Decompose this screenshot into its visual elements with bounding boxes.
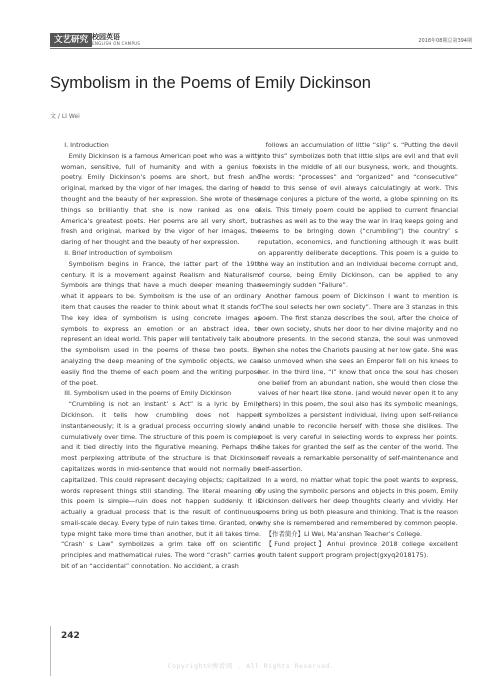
- body-paragraph: follows an accumulation of little “slip” s. “Putting the devil into this” symbolizes both that little slips are evil and that evil exists in the middle of all our busyness, work, and thoughts. The words: “processes” and “organized” and “consecutive” add to this sense of evil always calculatingly at work. This image conjures a picture of the world, a globe spinning on its axis. This timely poem could be applied to current financial crashes as well as to the way the war in Iraq keeps going and seems to be bringing down (“crumbling”) the country’ s reputation, economics, and functioning although it was built on apparently deliberate deceptions. This poem is a guide to the way an institution and an individual become corrupt and, of course, being Emily Dickinson, can be applied to any seemingly sudden “Failure”.: [258, 141, 458, 290]
- journal-name-cn: 校园英语: [92, 33, 120, 41]
- section-label: 文艺研究: [50, 33, 92, 47]
- article-title: Symbolism in the Poems of Emily Dickinson: [50, 74, 371, 92]
- page-number: 242: [61, 631, 80, 641]
- body-paragraph: In a word, no matter what topic the poet wants to express, by using the symbolic persons and objects in this poem, Emily Dickinson delivers her deep thoughts clearly and vividly. Her poems bring us both pleasure and thinking. That is the reason why she is remembered and remembered by common people.: [258, 475, 458, 527]
- section-heading: III. Symbolism used in the poems of Emily Dickinson: [64, 389, 232, 398]
- body-paragraph: “Crumbling is not an instant’ s Act” is a lyric by Emily Dickinson. It tells how crumbling does not happen instantaneously; it is a gradual process occurring slowly and cumulatively over time. The structure of this poem is complex and it tied directly into the figurative meaning. Perhaps the most perplexing attribute of the structure is that Dickinson capitalizes words in mid-sentence that would not normally be capitalized. This could represent decaying objects; capitalized words represent things still standing. The literal meaning of this poem is simple—ruin does not happen suddenly. It is actually a gradual process that is the result of continuous, small-scale decay. Every type of ruin takes time. Granted, one type might take more time than another, but it all takes time. “Crash’ s Law” symbolizes a grim take off on scientific principles and mathematical rules. The word “crash” carries a bit of an “accidental” connotation. No accident, a crash: [61, 400, 261, 571]
- issue-info: 2018年08期总第394期: [418, 38, 472, 44]
- journal-header: [50, 33, 472, 47]
- header-divider: [50, 48, 472, 49]
- body-paragraph: 【Fund project】Anhui province 2018 college excellent youth talent support program project(gxyq2018175).: [258, 540, 458, 560]
- copyright-watermark: Copyright©博看网 . All Rights Reserved.: [167, 662, 335, 670]
- section-heading: I. Introduction: [64, 141, 109, 149]
- article-author: 文 / LI Wei: [50, 113, 80, 120]
- journal-brand: [92, 33, 140, 46]
- body-paragraph: Symbolism begins in France, the latter part of the 19th century. It is a movement against Realism and Naturalism. Symbols are things that have a much deeper meaning than what it appears to be. Symbolism is the use of an ordinary item that causes the reader to think about what it stands for. The key idea of symbolism is using concrete images as symbols to express an emotion or an abstract idea, to represent an ideal world. This paper will tentatively talk about the symbolism used in the poems of these two poets. By analyzing the deep meaning of the symbolic objects, we can easily find the theme of each poem and the writing purpose of the poet.: [61, 259, 261, 387]
- left-column: [61, 140, 261, 572]
- journal-name-en: ENGLISH ON CAMPUS: [92, 41, 141, 46]
- body-paragraph: 【作者简介】LI Wei, Ma’anshan Teacher’s College.: [265, 529, 423, 538]
- body-paragraph: Emily Dickinson is a famous American poet who was a witty woman, sensitive, full of humanity and with a genius for poetry. Emily Dickinson’s poems are short, but fresh and original, marked by the vigor of her images, the daring of her thought and the beauty of her expression. She wrote of these things so brilliantly that she is now ranked as one of America’s greatest poets. Her poems are all very short, but fresh and original, marked by the vigor of her images, the daring of her thought and the beauty of her expression.: [61, 151, 261, 247]
- right-column: [258, 140, 458, 561]
- section-heading: II. Brief introduction of symbolism: [64, 248, 173, 257]
- body-paragraph: Another famous poem of Dickinson I want to mention is “The soul selects her own society”. There are 3 stanzas in this poem. The first stanza describes the soul, after the choice of her own society, shuts her door to her divine majority and no more presents. In the second stanza, the soul was unmoved when she notes the Chariots pausing at her low gate. She was also unmoved when she sees an Emperor fell on his knees to her. In the third line, “I” know that once the soul has chosen one belief from an abundant nation, she would then close the valves of her heart like stone. (and would never open it to any others) In this poem, the soul also has its symbolic meanings, it symbolizes a persistent individual, living upon self-reliance and unable to reconcile herself with those she dislikes. The poet is very careful in selecting words to express her points. She takes for granted the self as the center of the world. The self reveals a remarkable personality of self-maintenance and self-assertion.: [258, 292, 458, 473]
